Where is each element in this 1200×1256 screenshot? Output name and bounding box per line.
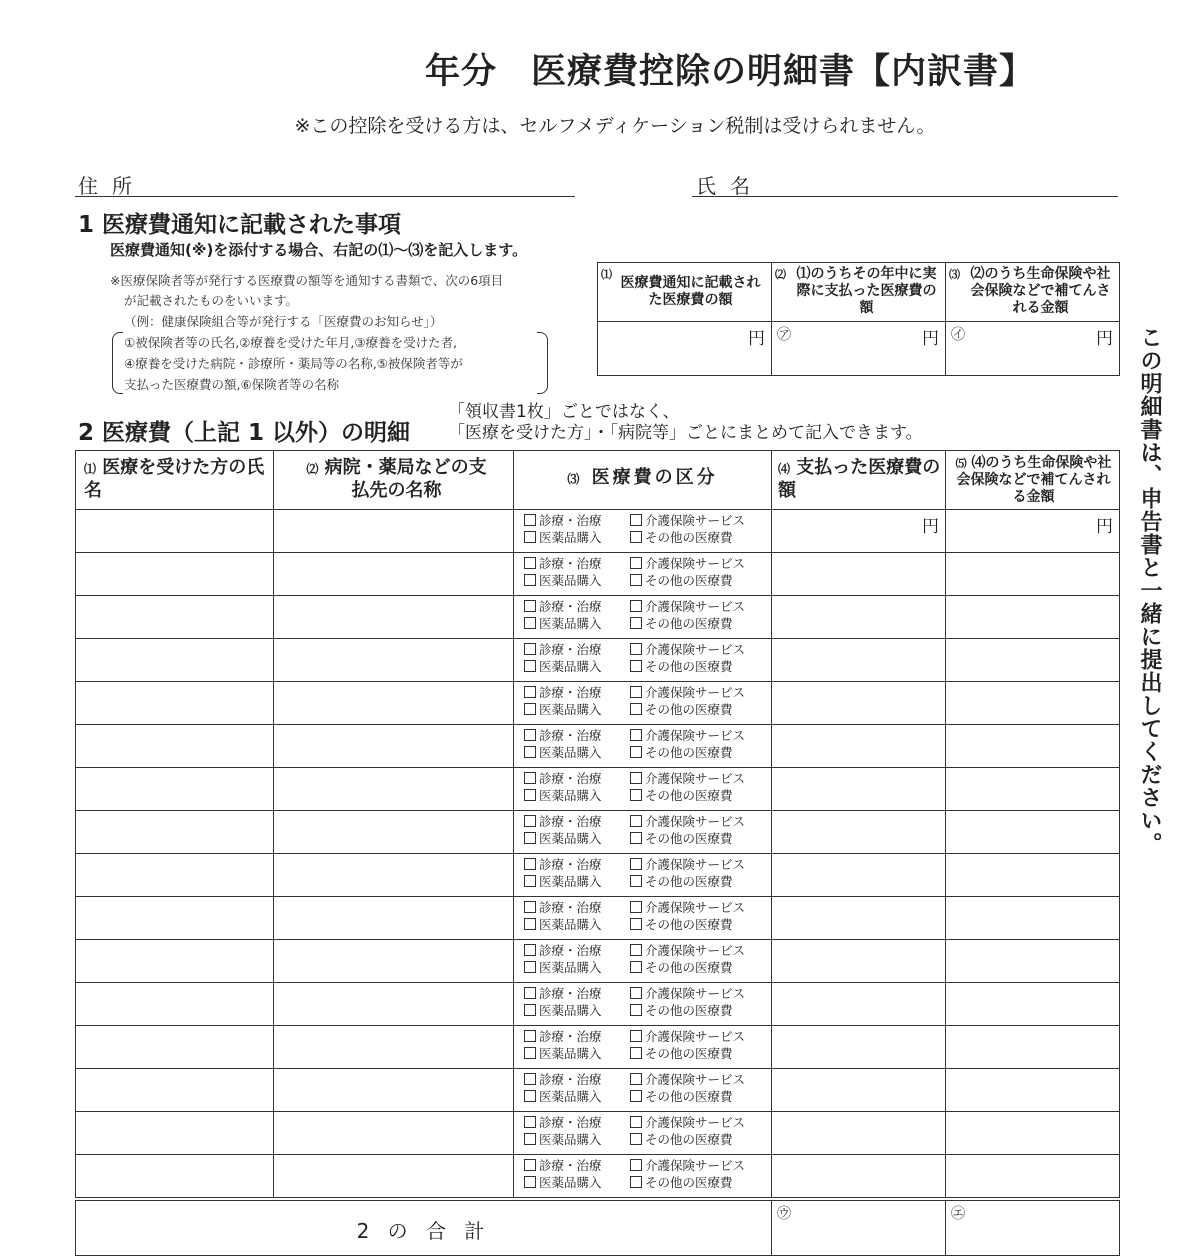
category-cell bbox=[514, 1112, 772, 1155]
checkbox[interactable] bbox=[630, 1047, 642, 1059]
provider-name-cell[interactable] bbox=[274, 940, 514, 983]
reimbursed-amount-cell[interactable] bbox=[946, 1069, 1120, 1112]
paid-amount-cell[interactable] bbox=[772, 983, 946, 1026]
category-option[interactable]: 介護保険サービス bbox=[630, 556, 745, 571]
checkbox[interactable] bbox=[630, 944, 642, 956]
paid-amount-cell[interactable] bbox=[772, 1026, 946, 1069]
checkbox[interactable] bbox=[524, 1159, 536, 1171]
paid-amount-cell[interactable] bbox=[772, 897, 946, 940]
checkbox[interactable] bbox=[524, 746, 536, 758]
category-option[interactable]: 診療・治療 bbox=[524, 555, 616, 572]
checkbox[interactable] bbox=[630, 514, 642, 526]
table-row bbox=[76, 983, 1120, 1026]
category-option[interactable]: 診療・治療 bbox=[524, 899, 616, 916]
checkbox[interactable] bbox=[524, 1176, 536, 1188]
notice-amount-cell[interactable]: 円 bbox=[598, 322, 772, 376]
provider-name-cell[interactable] bbox=[274, 1112, 514, 1155]
paid-amount-cell[interactable] bbox=[772, 768, 946, 811]
provider-name-cell[interactable] bbox=[274, 1069, 514, 1112]
category-cell bbox=[514, 811, 772, 854]
checkbox[interactable] bbox=[524, 557, 536, 569]
col-header: ⑶ ⑵のうち生命保険や社会保険などで補てんされる金額 bbox=[946, 263, 1120, 322]
table-row bbox=[76, 1155, 1120, 1200]
category-cell bbox=[514, 510, 772, 553]
checkbox[interactable] bbox=[630, 531, 642, 543]
name-field[interactable] bbox=[692, 196, 1118, 197]
table-row bbox=[76, 510, 1120, 553]
footnote-line: ※医療保険者等が発行する医療費の額等を通知する書類で、次の6項目 bbox=[110, 273, 504, 288]
checkbox[interactable] bbox=[524, 1090, 536, 1102]
reimbursed-amount-cell[interactable] bbox=[946, 1026, 1120, 1069]
checkbox[interactable] bbox=[630, 686, 642, 698]
notice-amount-table bbox=[597, 262, 1120, 376]
provider-name-cell[interactable] bbox=[274, 768, 514, 811]
patient-name-cell[interactable] bbox=[76, 768, 274, 811]
checkbox[interactable] bbox=[524, 918, 536, 930]
category-option[interactable]: 診療・治療 bbox=[524, 1114, 616, 1131]
checkbox[interactable] bbox=[524, 729, 536, 741]
patient-name-cell[interactable] bbox=[76, 510, 274, 553]
checkbox[interactable] bbox=[630, 574, 642, 586]
checkbox[interactable] bbox=[524, 643, 536, 655]
reimbursed-amount-cell[interactable] bbox=[946, 854, 1120, 897]
checkbox[interactable] bbox=[630, 617, 642, 629]
checkbox[interactable] bbox=[524, 772, 536, 784]
total-label-cell: 2 の 合 計 bbox=[76, 1199, 772, 1256]
paid-amount-cell[interactable] bbox=[772, 682, 946, 725]
category-cell bbox=[514, 940, 772, 983]
category-option[interactable]: 医薬品購入 bbox=[524, 1088, 616, 1105]
checkbox[interactable] bbox=[524, 832, 536, 844]
category-option[interactable]: 診療・治療 bbox=[524, 942, 616, 959]
category-option[interactable]: 介護保険サービス bbox=[630, 943, 745, 958]
checkbox[interactable] bbox=[630, 703, 642, 715]
checkbox[interactable] bbox=[630, 729, 642, 741]
checkbox[interactable] bbox=[524, 1116, 536, 1128]
checkbox[interactable] bbox=[524, 1073, 536, 1085]
patient-name-cell[interactable] bbox=[76, 725, 274, 768]
col-header: ⑷ 支払った医療費の額 bbox=[772, 451, 946, 510]
reimbursed-amount-cell[interactable] bbox=[946, 768, 1120, 811]
footnote-line: ④療養を受けた病院・診療所・薬局等の名称,⑤被保険者等が bbox=[124, 356, 463, 371]
table-row bbox=[76, 940, 1120, 983]
table-row bbox=[76, 1112, 1120, 1155]
table-row bbox=[76, 811, 1120, 854]
reimbursed-amount-cell[interactable] bbox=[946, 639, 1120, 682]
category-option[interactable]: 医薬品購入 bbox=[524, 830, 616, 847]
table-row bbox=[76, 639, 1120, 682]
category-option[interactable]: 介護保険サービス bbox=[630, 1158, 745, 1173]
category-option[interactable]: 介護保険サービス bbox=[630, 599, 745, 614]
table-row bbox=[76, 897, 1120, 940]
patient-name-cell[interactable] bbox=[76, 1069, 274, 1112]
patient-name-cell[interactable] bbox=[76, 940, 274, 983]
category-option[interactable]: 介護保険サービス bbox=[630, 728, 745, 743]
patient-name-cell[interactable] bbox=[76, 1112, 274, 1155]
checkbox[interactable] bbox=[524, 875, 536, 887]
col-header: ⑴ 医療を受けた方の氏名 bbox=[76, 451, 274, 510]
category-option[interactable]: 診療・治療 bbox=[524, 512, 616, 529]
provider-name-cell[interactable] bbox=[274, 553, 514, 596]
category-option[interactable]: 介護保険サービス bbox=[630, 986, 745, 1001]
section1-instruction: 医療費通知(※)を添付する場合、右記の⑴〜⑶を記入します。 bbox=[110, 241, 528, 259]
checkbox[interactable] bbox=[630, 858, 642, 870]
footnote-line: 支払った医療費の額,⑥保険者等の名称 bbox=[124, 377, 340, 392]
checkbox[interactable] bbox=[524, 901, 536, 913]
category-option[interactable]: その他の医療費 bbox=[630, 745, 733, 760]
side-note: この明細書は、申告書と一緒に提出してください。 bbox=[1137, 326, 1162, 855]
checkbox[interactable] bbox=[630, 557, 642, 569]
checkbox[interactable] bbox=[524, 1004, 536, 1016]
checkbox[interactable] bbox=[630, 901, 642, 913]
category-option[interactable]: その他の医療費 bbox=[630, 1132, 733, 1147]
category-option[interactable]: その他の医療費 bbox=[630, 659, 733, 674]
checkbox[interactable] bbox=[630, 987, 642, 999]
paid-amount-cell[interactable] bbox=[772, 639, 946, 682]
category-option[interactable]: 医薬品購入 bbox=[524, 744, 616, 761]
paid-amount-cell[interactable] bbox=[772, 854, 946, 897]
checkbox[interactable] bbox=[524, 574, 536, 586]
category-cell bbox=[514, 897, 772, 940]
paid-amount-cell[interactable] bbox=[772, 940, 946, 983]
patient-name-cell[interactable] bbox=[76, 897, 274, 940]
paid-amount-cell[interactable] bbox=[772, 1155, 946, 1200]
category-option[interactable]: その他の医療費 bbox=[630, 616, 733, 631]
table-row bbox=[76, 768, 1120, 811]
form-title bbox=[0, 44, 1200, 94]
category-option[interactable]: 医薬品購入 bbox=[524, 529, 616, 546]
name-label: 氏名 bbox=[696, 174, 764, 198]
patient-name-cell[interactable] bbox=[76, 639, 274, 682]
reimbursed-amount-cell[interactable] bbox=[946, 725, 1120, 768]
checkbox[interactable] bbox=[524, 514, 536, 526]
year-label: 年分 bbox=[424, 52, 497, 92]
table-row bbox=[76, 854, 1120, 897]
table-row bbox=[76, 596, 1120, 639]
checkbox[interactable] bbox=[630, 746, 642, 758]
table-row bbox=[76, 553, 1120, 596]
category-cell bbox=[514, 1026, 772, 1069]
footnote-line: が記載されたものをいいます。 bbox=[124, 293, 299, 308]
category-option[interactable]: 医薬品購入 bbox=[524, 787, 616, 804]
checkbox[interactable] bbox=[630, 789, 642, 801]
currency-unit: 円 bbox=[1096, 517, 1113, 537]
category-option[interactable]: 介護保険サービス bbox=[630, 1029, 745, 1044]
paid-amount-cell[interactable] bbox=[772, 1112, 946, 1155]
category-option[interactable]: 医薬品購入 bbox=[524, 1131, 616, 1148]
checkbox[interactable] bbox=[524, 789, 536, 801]
reimbursed-amount-cell[interactable] bbox=[946, 682, 1120, 725]
reimbursed-amount-cell[interactable] bbox=[946, 553, 1120, 596]
col-header: ⑸ ⑷のうち生命保険や社会保険などで補てんされる金額 bbox=[946, 451, 1120, 510]
category-option[interactable]: 医薬品購入 bbox=[524, 1045, 616, 1062]
category-option[interactable]: 医薬品購入 bbox=[524, 873, 616, 890]
patient-name-cell[interactable] bbox=[76, 596, 274, 639]
checkbox[interactable] bbox=[630, 961, 642, 973]
patient-name-cell[interactable] bbox=[76, 983, 274, 1026]
category-option[interactable]: 診療・治療 bbox=[524, 856, 616, 873]
checkbox[interactable] bbox=[630, 1176, 642, 1188]
category-option[interactable]: 医薬品購入 bbox=[524, 959, 616, 976]
category-option[interactable]: 医薬品購入 bbox=[524, 701, 616, 718]
category-option[interactable]: 診療・治療 bbox=[524, 770, 616, 787]
reimbursed-amount-cell[interactable] bbox=[946, 983, 1120, 1026]
checkbox[interactable] bbox=[630, 660, 642, 672]
provider-name-cell[interactable] bbox=[274, 682, 514, 725]
category-option[interactable]: 介護保険サービス bbox=[630, 513, 745, 528]
category-option[interactable]: その他の医療費 bbox=[630, 874, 733, 889]
reimbursed-amount-cell[interactable] bbox=[946, 510, 1120, 553]
patient-name-cell[interactable] bbox=[76, 811, 274, 854]
paid-amount-cell[interactable] bbox=[772, 811, 946, 854]
checkbox[interactable] bbox=[630, 815, 642, 827]
category-option[interactable]: その他の医療費 bbox=[630, 1046, 733, 1061]
category-option[interactable]: 診療・治療 bbox=[524, 1157, 616, 1174]
section2-heading: 2 医療費（上記 1 以外）の明細 bbox=[78, 420, 411, 446]
provider-name-cell[interactable] bbox=[274, 854, 514, 897]
checkbox[interactable] bbox=[630, 1073, 642, 1085]
reimbursed-amount-cell[interactable] bbox=[946, 596, 1120, 639]
category-option[interactable]: 医薬品購入 bbox=[524, 615, 616, 632]
table-row bbox=[76, 1069, 1120, 1112]
patient-name-cell[interactable] bbox=[76, 682, 274, 725]
category-cell bbox=[514, 553, 772, 596]
category-option[interactable]: 介護保険サービス bbox=[630, 814, 745, 829]
provider-name-cell[interactable] bbox=[274, 811, 514, 854]
checkbox[interactable] bbox=[524, 531, 536, 543]
category-option[interactable]: 診療・治療 bbox=[524, 1028, 616, 1045]
total-paid-cell[interactable]: ㋒ bbox=[772, 1199, 946, 1256]
paid-amount-cell[interactable] bbox=[772, 510, 946, 553]
provider-name-cell[interactable] bbox=[274, 596, 514, 639]
category-option[interactable]: 診療・治療 bbox=[524, 727, 616, 744]
col-header: ⑵ ⑴のうちその年中に実際に支払った医療費の額 bbox=[772, 263, 946, 322]
category-option[interactable]: 介護保険サービス bbox=[630, 1115, 745, 1130]
checkbox[interactable] bbox=[630, 1090, 642, 1102]
category-option[interactable]: 医薬品購入 bbox=[524, 1174, 616, 1191]
table-row bbox=[76, 1026, 1120, 1069]
checkbox[interactable] bbox=[630, 918, 642, 930]
paid-amount-cell[interactable] bbox=[772, 553, 946, 596]
category-option[interactable]: 介護保険サービス bbox=[630, 857, 745, 872]
category-option[interactable]: 介護保険サービス bbox=[630, 685, 745, 700]
reimbursed-amount-cell[interactable] bbox=[946, 1112, 1120, 1155]
paid-amount-cell[interactable]: ㋐ 円 bbox=[772, 322, 946, 376]
table-row bbox=[76, 725, 1120, 768]
address-label: 住所 bbox=[78, 174, 146, 198]
category-option[interactable]: 介護保険サービス bbox=[630, 642, 745, 657]
checkbox[interactable] bbox=[630, 1116, 642, 1128]
category-option[interactable]: 診療・治療 bbox=[524, 641, 616, 658]
category-option[interactable]: その他の医療費 bbox=[630, 788, 733, 803]
checkbox[interactable] bbox=[524, 1133, 536, 1145]
address-field[interactable] bbox=[75, 196, 575, 197]
checkbox[interactable] bbox=[524, 944, 536, 956]
checkbox[interactable] bbox=[524, 1047, 536, 1059]
section2-note: 「領収書1枚」ごとではなく、 bbox=[448, 402, 680, 422]
patient-name-cell[interactable] bbox=[76, 1155, 274, 1200]
provider-name-cell[interactable] bbox=[274, 983, 514, 1026]
provider-name-cell[interactable] bbox=[274, 897, 514, 940]
category-option[interactable]: 医薬品購入 bbox=[524, 658, 616, 675]
footnote-line: ①被保険者等の氏名,②療養を受けた年月,③療養を受けた者, bbox=[124, 335, 458, 350]
checkbox[interactable] bbox=[630, 1004, 642, 1016]
checkbox[interactable] bbox=[630, 643, 642, 655]
reimbursed-amount-cell[interactable] bbox=[946, 940, 1120, 983]
patient-name-cell[interactable] bbox=[76, 854, 274, 897]
reimbursed-amount-cell[interactable] bbox=[946, 897, 1120, 940]
checkbox[interactable] bbox=[524, 1030, 536, 1042]
category-cell bbox=[514, 682, 772, 725]
checkbox[interactable] bbox=[524, 617, 536, 629]
medical-expense-table bbox=[75, 450, 1120, 1256]
reimbursed-amount-cell[interactable]: ㋑ 円 bbox=[946, 322, 1120, 376]
category-option[interactable]: 診療・治療 bbox=[524, 598, 616, 615]
checkbox[interactable] bbox=[630, 1159, 642, 1171]
total-reimbursed-cell[interactable]: ㋓ bbox=[946, 1199, 1120, 1256]
section1-heading: 1 医療費通知に記載された事項 bbox=[78, 212, 402, 238]
checkbox[interactable] bbox=[524, 815, 536, 827]
footnote-line: （例：健康保険組合等が発行する「医療費のお知らせ」） bbox=[124, 314, 443, 329]
category-option[interactable]: 医薬品購入 bbox=[524, 916, 616, 933]
checkbox[interactable] bbox=[630, 832, 642, 844]
reimbursed-amount-cell[interactable] bbox=[946, 1155, 1120, 1200]
paid-amount-cell[interactable] bbox=[772, 596, 946, 639]
provider-name-cell[interactable] bbox=[274, 1155, 514, 1200]
category-option[interactable]: その他の医療費 bbox=[630, 1175, 733, 1190]
checkbox[interactable] bbox=[630, 600, 642, 612]
title-text: 医療費控除の明細書【内訳書】 bbox=[531, 52, 1036, 92]
col-header: ⑴ 医療費通知に記載された医療費の額 bbox=[598, 263, 772, 322]
currency-unit: 円 bbox=[922, 517, 939, 537]
provider-name-cell[interactable] bbox=[274, 510, 514, 553]
provider-name-cell[interactable] bbox=[274, 725, 514, 768]
category-option[interactable]: その他の医療費 bbox=[630, 831, 733, 846]
category-cell bbox=[514, 1155, 772, 1200]
checkbox[interactable] bbox=[630, 875, 642, 887]
notice-text: ※この控除を受ける方は、セルフメディケーション税制は受けられません。 bbox=[294, 115, 936, 137]
category-option[interactable]: その他の医療費 bbox=[630, 960, 733, 975]
category-cell bbox=[514, 983, 772, 1026]
patient-name-cell[interactable] bbox=[76, 1026, 274, 1069]
category-cell bbox=[514, 639, 772, 682]
category-option[interactable]: 医薬品購入 bbox=[524, 572, 616, 589]
checkbox[interactable] bbox=[524, 961, 536, 973]
checkbox[interactable] bbox=[524, 703, 536, 715]
category-option[interactable]: その他の医療費 bbox=[630, 573, 733, 588]
paid-amount-cell[interactable] bbox=[772, 1069, 946, 1112]
checkbox[interactable] bbox=[630, 772, 642, 784]
checkbox[interactable] bbox=[630, 1133, 642, 1145]
provider-name-cell[interactable] bbox=[274, 1026, 514, 1069]
paid-amount-cell[interactable] bbox=[772, 725, 946, 768]
checkbox[interactable] bbox=[524, 660, 536, 672]
category-option[interactable]: 介護保険サービス bbox=[630, 900, 745, 915]
table-row bbox=[76, 682, 1120, 725]
category-option[interactable]: その他の医療費 bbox=[630, 917, 733, 932]
category-option[interactable]: 医薬品購入 bbox=[524, 1002, 616, 1019]
category-option[interactable]: 介護保険サービス bbox=[630, 1072, 745, 1087]
section2-note: 「医療を受けた方」・「病院等」ごとにまとめて記入できます。 bbox=[448, 423, 923, 443]
category-cell bbox=[514, 725, 772, 768]
category-option[interactable]: その他の医療費 bbox=[630, 1003, 733, 1018]
category-option[interactable]: その他の医療費 bbox=[630, 702, 733, 717]
category-cell bbox=[514, 596, 772, 639]
checkbox[interactable] bbox=[524, 686, 536, 698]
category-option[interactable]: その他の医療費 bbox=[630, 1089, 733, 1104]
category-option[interactable]: 診療・治療 bbox=[524, 1071, 616, 1088]
category-option[interactable]: 介護保険サービス bbox=[630, 771, 745, 786]
category-cell bbox=[514, 768, 772, 811]
category-cell bbox=[514, 854, 772, 897]
checkbox[interactable] bbox=[524, 858, 536, 870]
category-option[interactable]: 診療・治療 bbox=[524, 985, 616, 1002]
checkbox[interactable] bbox=[524, 600, 536, 612]
category-cell bbox=[514, 1069, 772, 1112]
category-option[interactable]: 診療・治療 bbox=[524, 813, 616, 830]
provider-name-cell[interactable] bbox=[274, 639, 514, 682]
category-option[interactable]: 診療・治療 bbox=[524, 684, 616, 701]
checkbox[interactable] bbox=[524, 987, 536, 999]
checkbox[interactable] bbox=[630, 1030, 642, 1042]
col-header: ⑵ 病院・薬局などの支払先の名称 bbox=[274, 451, 514, 510]
category-option[interactable]: その他の医療費 bbox=[630, 530, 733, 545]
patient-name-cell[interactable] bbox=[76, 553, 274, 596]
col-header: ⑶ 医療費の区分 bbox=[514, 451, 772, 510]
reimbursed-amount-cell[interactable] bbox=[946, 811, 1120, 854]
